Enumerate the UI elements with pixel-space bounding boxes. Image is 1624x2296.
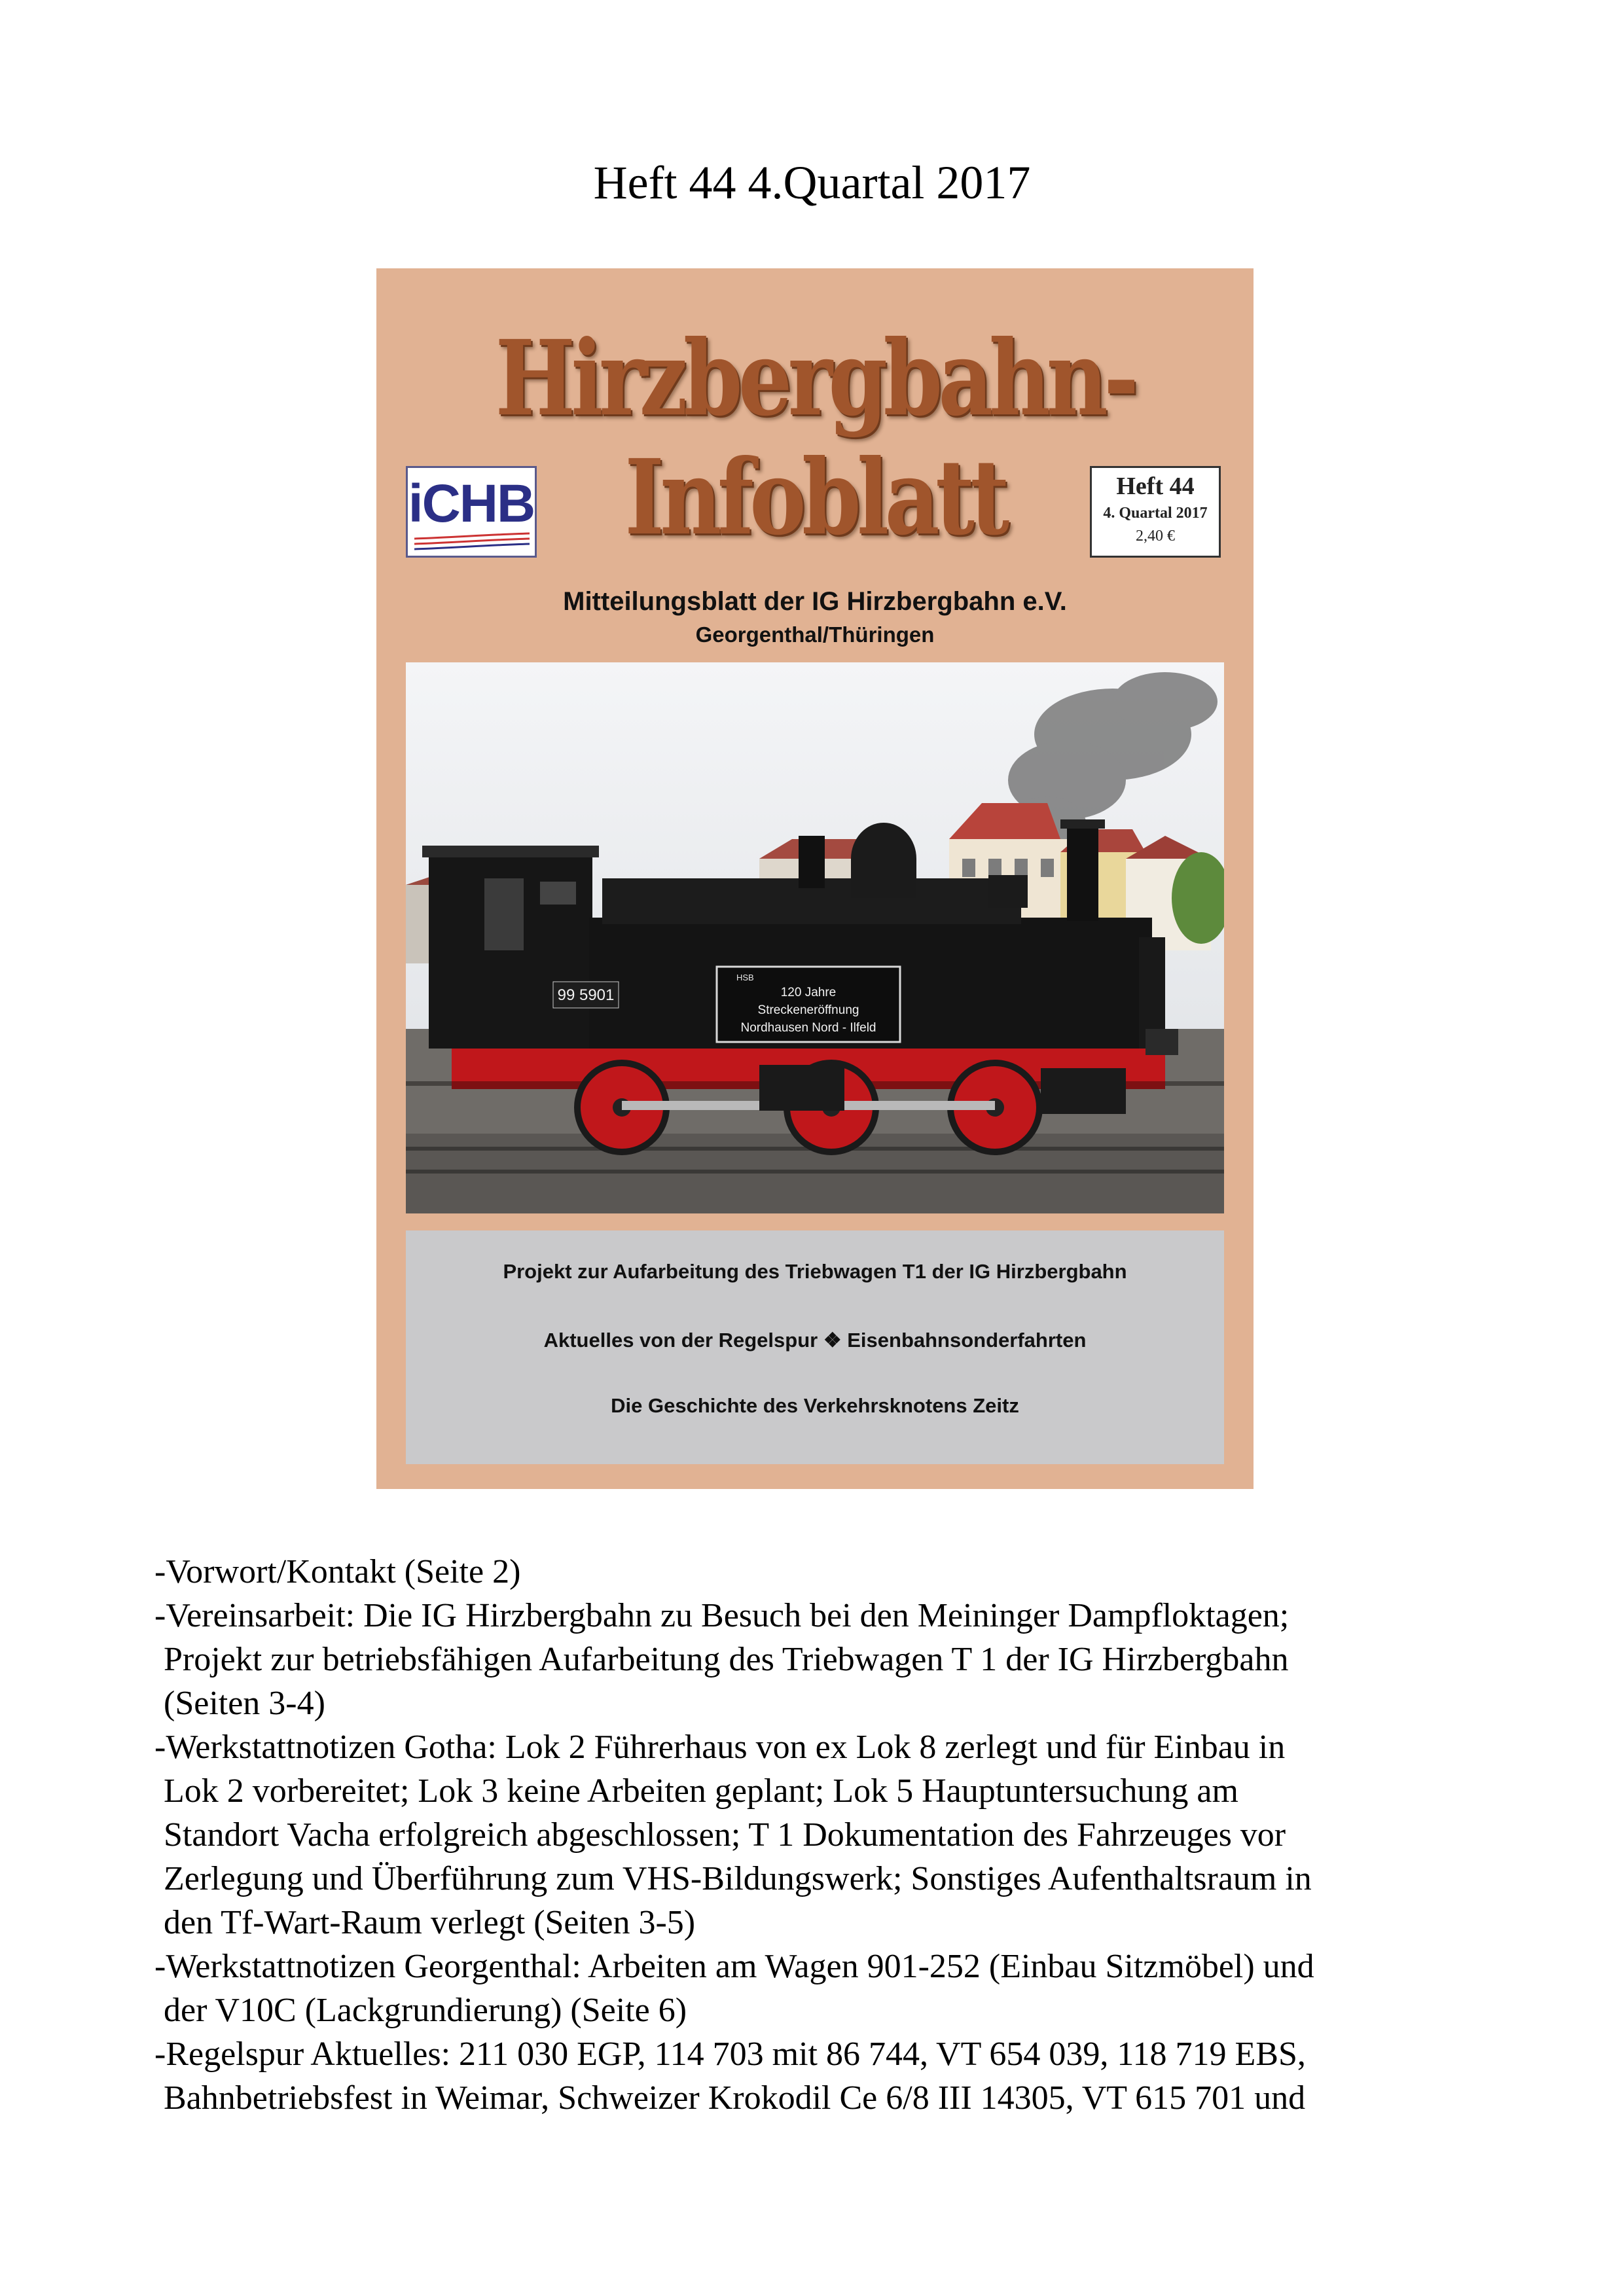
cover-location: Georgenthal/Thüringen	[695, 622, 935, 647]
steam-locomotive-photo	[406, 662, 1224, 1213]
page-title: Heft 44 4.Quartal 2017	[593, 156, 1031, 209]
masthead-line-2: Infoblatt	[624, 437, 1005, 558]
toc-line: Lok 2 vorbereitet; Lok 3 keine Arbeiten geplant; Lok 5 Hauptuntersuchung am	[164, 1772, 1238, 1810]
issue-quartal: 4. Quartal 2017	[1103, 505, 1208, 522]
cover-subtitle: Mitteilungsblatt der IG Hirzbergbahn e.V.	[563, 587, 1067, 616]
logo-text: iCHB	[408, 474, 535, 533]
sign-line-2: Streckeneröffnung	[757, 1003, 859, 1017]
toc-line: den Tf-Wart-Raum verlegt (Seiten 3-5)	[164, 1904, 696, 1941]
sign-line-1: 120 Jahre	[780, 986, 837, 999]
cover-topic-1: Projekt zur Aufarbeitung des Triebwagen T1 der IG Hirzbergbahn	[503, 1260, 1127, 1283]
issue-price: 2,40 €	[1136, 528, 1175, 545]
ichb-logo	[406, 466, 537, 558]
cover-topic-2: Aktuelles von der Regelspur ❖ Eisenbahnsonderfahrten	[543, 1329, 1087, 1352]
toc-line: Zerlegung und Überführung zum VHS-Bildungswerk; Sonstiges Aufenthaltsraum in	[164, 1860, 1312, 1897]
toc-line: Projekt zur betriebsfähigen Aufarbeitung des Triebwagen T 1 der IG Hirzbergbahn	[164, 1641, 1289, 1678]
issue-heft: Heft 44	[1116, 473, 1195, 500]
toc-line: Bahnbetriebsfest in Weimar, Schweizer Krokodil Ce 6/8 III 14305, VT 615 701 und	[164, 2079, 1306, 2117]
sign-logo: HSB	[736, 973, 754, 982]
issue-box	[1090, 466, 1221, 558]
toc-line: (Seiten 3-4)	[164, 1685, 325, 1722]
toc-line: Standort Vacha erfolgreich abgeschlossen; T 1 Dokumentation des Fahrzeuges vor	[164, 1816, 1286, 1854]
toc-line: -Vorwort/Kontakt (Seite 2)	[154, 1553, 521, 1590]
masthead-line-1: Hirzbergbahn-	[495, 318, 1135, 439]
toc-line: -Vereinsarbeit: Die IG Hirzbergbahn zu Besuch bei den Meininger Dampfloktagen;	[154, 1597, 1290, 1634]
toc-line: -Werkstattnotizen Georgenthal: Arbeiten am Wagen 901-252 (Einbau Sitzmöbel) und	[154, 1948, 1314, 1985]
cover-topic-3: Die Geschichte des Verkehrsknotens Zeitz	[611, 1394, 1019, 1417]
magazine-cover	[376, 268, 1254, 1489]
rails-icon	[414, 532, 530, 552]
toc-line: -Werkstattnotizen Gotha: Lok 2 Führerhaus von ex Lok 8 zerlegt und für Einbau in	[154, 1729, 1286, 1766]
toc-line: -Regelspur Aktuelles: 211 030 EGP, 114 703 mit 86 744, VT 654 039, 118 719 EBS,	[154, 2036, 1306, 2073]
loco-number: 99 5901	[557, 986, 615, 1004]
cover-topics-box	[406, 1230, 1224, 1464]
table-of-contents	[154, 1550, 1496, 2120]
toc-line: der V10C (Lackgrundierung) (Seite 6)	[164, 1992, 687, 2029]
sign-line-3: Nordhausen Nord - Ilfeld	[740, 1021, 876, 1035]
